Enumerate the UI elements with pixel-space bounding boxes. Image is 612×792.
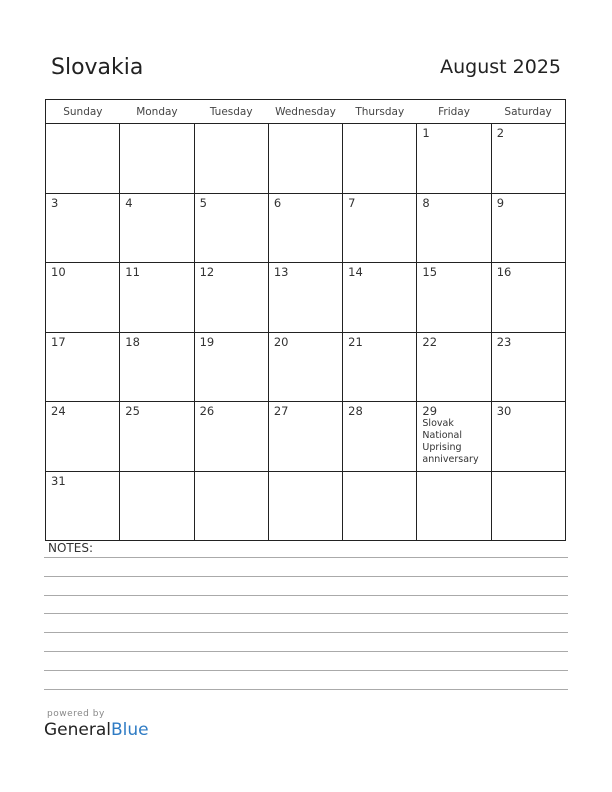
day-number: 29 — [422, 404, 438, 418]
day-number: 12 — [199, 265, 215, 279]
day-cell — [491, 193, 565, 263]
day-number: 2 — [496, 126, 505, 140]
day-number: 4 — [125, 195, 133, 210]
day-cell — [194, 471, 268, 541]
day-cell — [194, 193, 268, 263]
day-cell — [417, 193, 491, 263]
brand-blue: Blue — [111, 720, 149, 740]
day-number: 31 — [51, 473, 66, 488]
day-cell — [194, 402, 268, 472]
day-cell — [343, 402, 417, 472]
generalblue-logo — [44, 720, 149, 740]
day-cell — [343, 332, 417, 402]
day-cell — [120, 263, 194, 333]
weekday-monday: Monday — [120, 100, 194, 124]
note-line — [44, 651, 568, 652]
week-row — [46, 402, 566, 472]
day-number: 10 — [51, 265, 66, 279]
day-number: 16 — [496, 265, 512, 279]
day-cell — [268, 332, 342, 402]
day-cell — [120, 471, 194, 541]
day-cell — [46, 402, 120, 472]
day-cell — [491, 402, 565, 472]
day-cell — [268, 263, 342, 333]
day-cell — [194, 263, 268, 333]
day-number: 30 — [496, 404, 512, 418]
day-cell — [268, 471, 342, 541]
holiday-event: Slovak National Uprising anniversary — [422, 418, 479, 465]
day-cell — [268, 402, 342, 472]
day-number: 15 — [422, 265, 438, 279]
day-cell — [120, 402, 194, 472]
day-number: 11 — [125, 265, 140, 279]
weekday-tuesday: Tuesday — [194, 100, 268, 124]
weekday-friday: Friday — [417, 100, 491, 124]
week-row — [46, 124, 566, 194]
week-row — [46, 193, 566, 263]
weekday-wednesday: Wednesday — [268, 100, 342, 124]
weekday-header-row — [46, 100, 566, 124]
day-number: 27 — [273, 404, 289, 418]
day-cell — [491, 124, 565, 194]
day-cell — [343, 124, 417, 194]
note-line — [44, 632, 568, 633]
day-number: 8 — [422, 195, 430, 210]
day-cell — [417, 471, 491, 541]
day-cell — [343, 471, 417, 541]
month-year-title: August 2025 — [440, 56, 561, 78]
day-cell — [194, 124, 268, 194]
brand-general: General — [44, 720, 111, 740]
day-cell — [343, 263, 417, 333]
day-cell — [268, 193, 342, 263]
day-number: 18 — [125, 334, 140, 349]
weekday-sunday: Sunday — [46, 100, 120, 124]
day-cell — [46, 124, 120, 194]
note-line — [44, 670, 568, 671]
day-cell — [46, 332, 120, 402]
day-cell — [120, 124, 194, 194]
day-number: 25 — [125, 404, 140, 418]
calendar-grid — [45, 99, 566, 541]
day-number: 26 — [199, 404, 215, 418]
day-cell — [343, 193, 417, 263]
day-number: 1 — [422, 126, 430, 140]
day-number: 21 — [348, 334, 363, 349]
day-number: 19 — [199, 334, 215, 349]
day-cell — [417, 332, 491, 402]
week-row — [46, 332, 566, 402]
day-cell — [120, 332, 194, 402]
day-cell — [120, 193, 194, 263]
day-number: 7 — [348, 195, 356, 210]
day-number: 14 — [348, 265, 363, 279]
notes-label: NOTES: — [48, 541, 93, 555]
day-cell — [46, 263, 120, 333]
note-line — [44, 595, 568, 596]
day-number: 13 — [273, 265, 289, 279]
day-cell — [268, 124, 342, 194]
weekday-thursday: Thursday — [343, 100, 417, 124]
day-cell — [46, 471, 120, 541]
day-number: 9 — [496, 195, 505, 210]
country-title: Slovakia — [51, 55, 144, 80]
powered-by-text: powered by — [47, 709, 105, 719]
day-cell — [491, 471, 565, 541]
note-line — [44, 689, 568, 690]
day-number: 22 — [422, 334, 438, 349]
day-number: 6 — [273, 195, 282, 210]
day-cell — [194, 332, 268, 402]
day-cell — [491, 332, 565, 402]
day-number: 20 — [273, 334, 289, 349]
day-number: 24 — [51, 404, 66, 418]
day-cell — [417, 263, 491, 333]
day-cell — [417, 124, 491, 194]
weekday-saturday: Saturday — [491, 100, 565, 124]
week-row — [46, 263, 566, 333]
note-line — [44, 557, 568, 558]
day-number: 23 — [496, 334, 512, 349]
note-line — [44, 613, 568, 614]
day-number: 3 — [51, 195, 59, 210]
week-row — [46, 471, 566, 541]
day-number: 5 — [199, 195, 207, 210]
day-cell — [46, 193, 120, 263]
day-number: 28 — [348, 404, 363, 418]
day-cell — [491, 263, 565, 333]
day-number: 17 — [51, 334, 66, 349]
day-cell — [417, 402, 491, 472]
note-line — [44, 576, 568, 577]
